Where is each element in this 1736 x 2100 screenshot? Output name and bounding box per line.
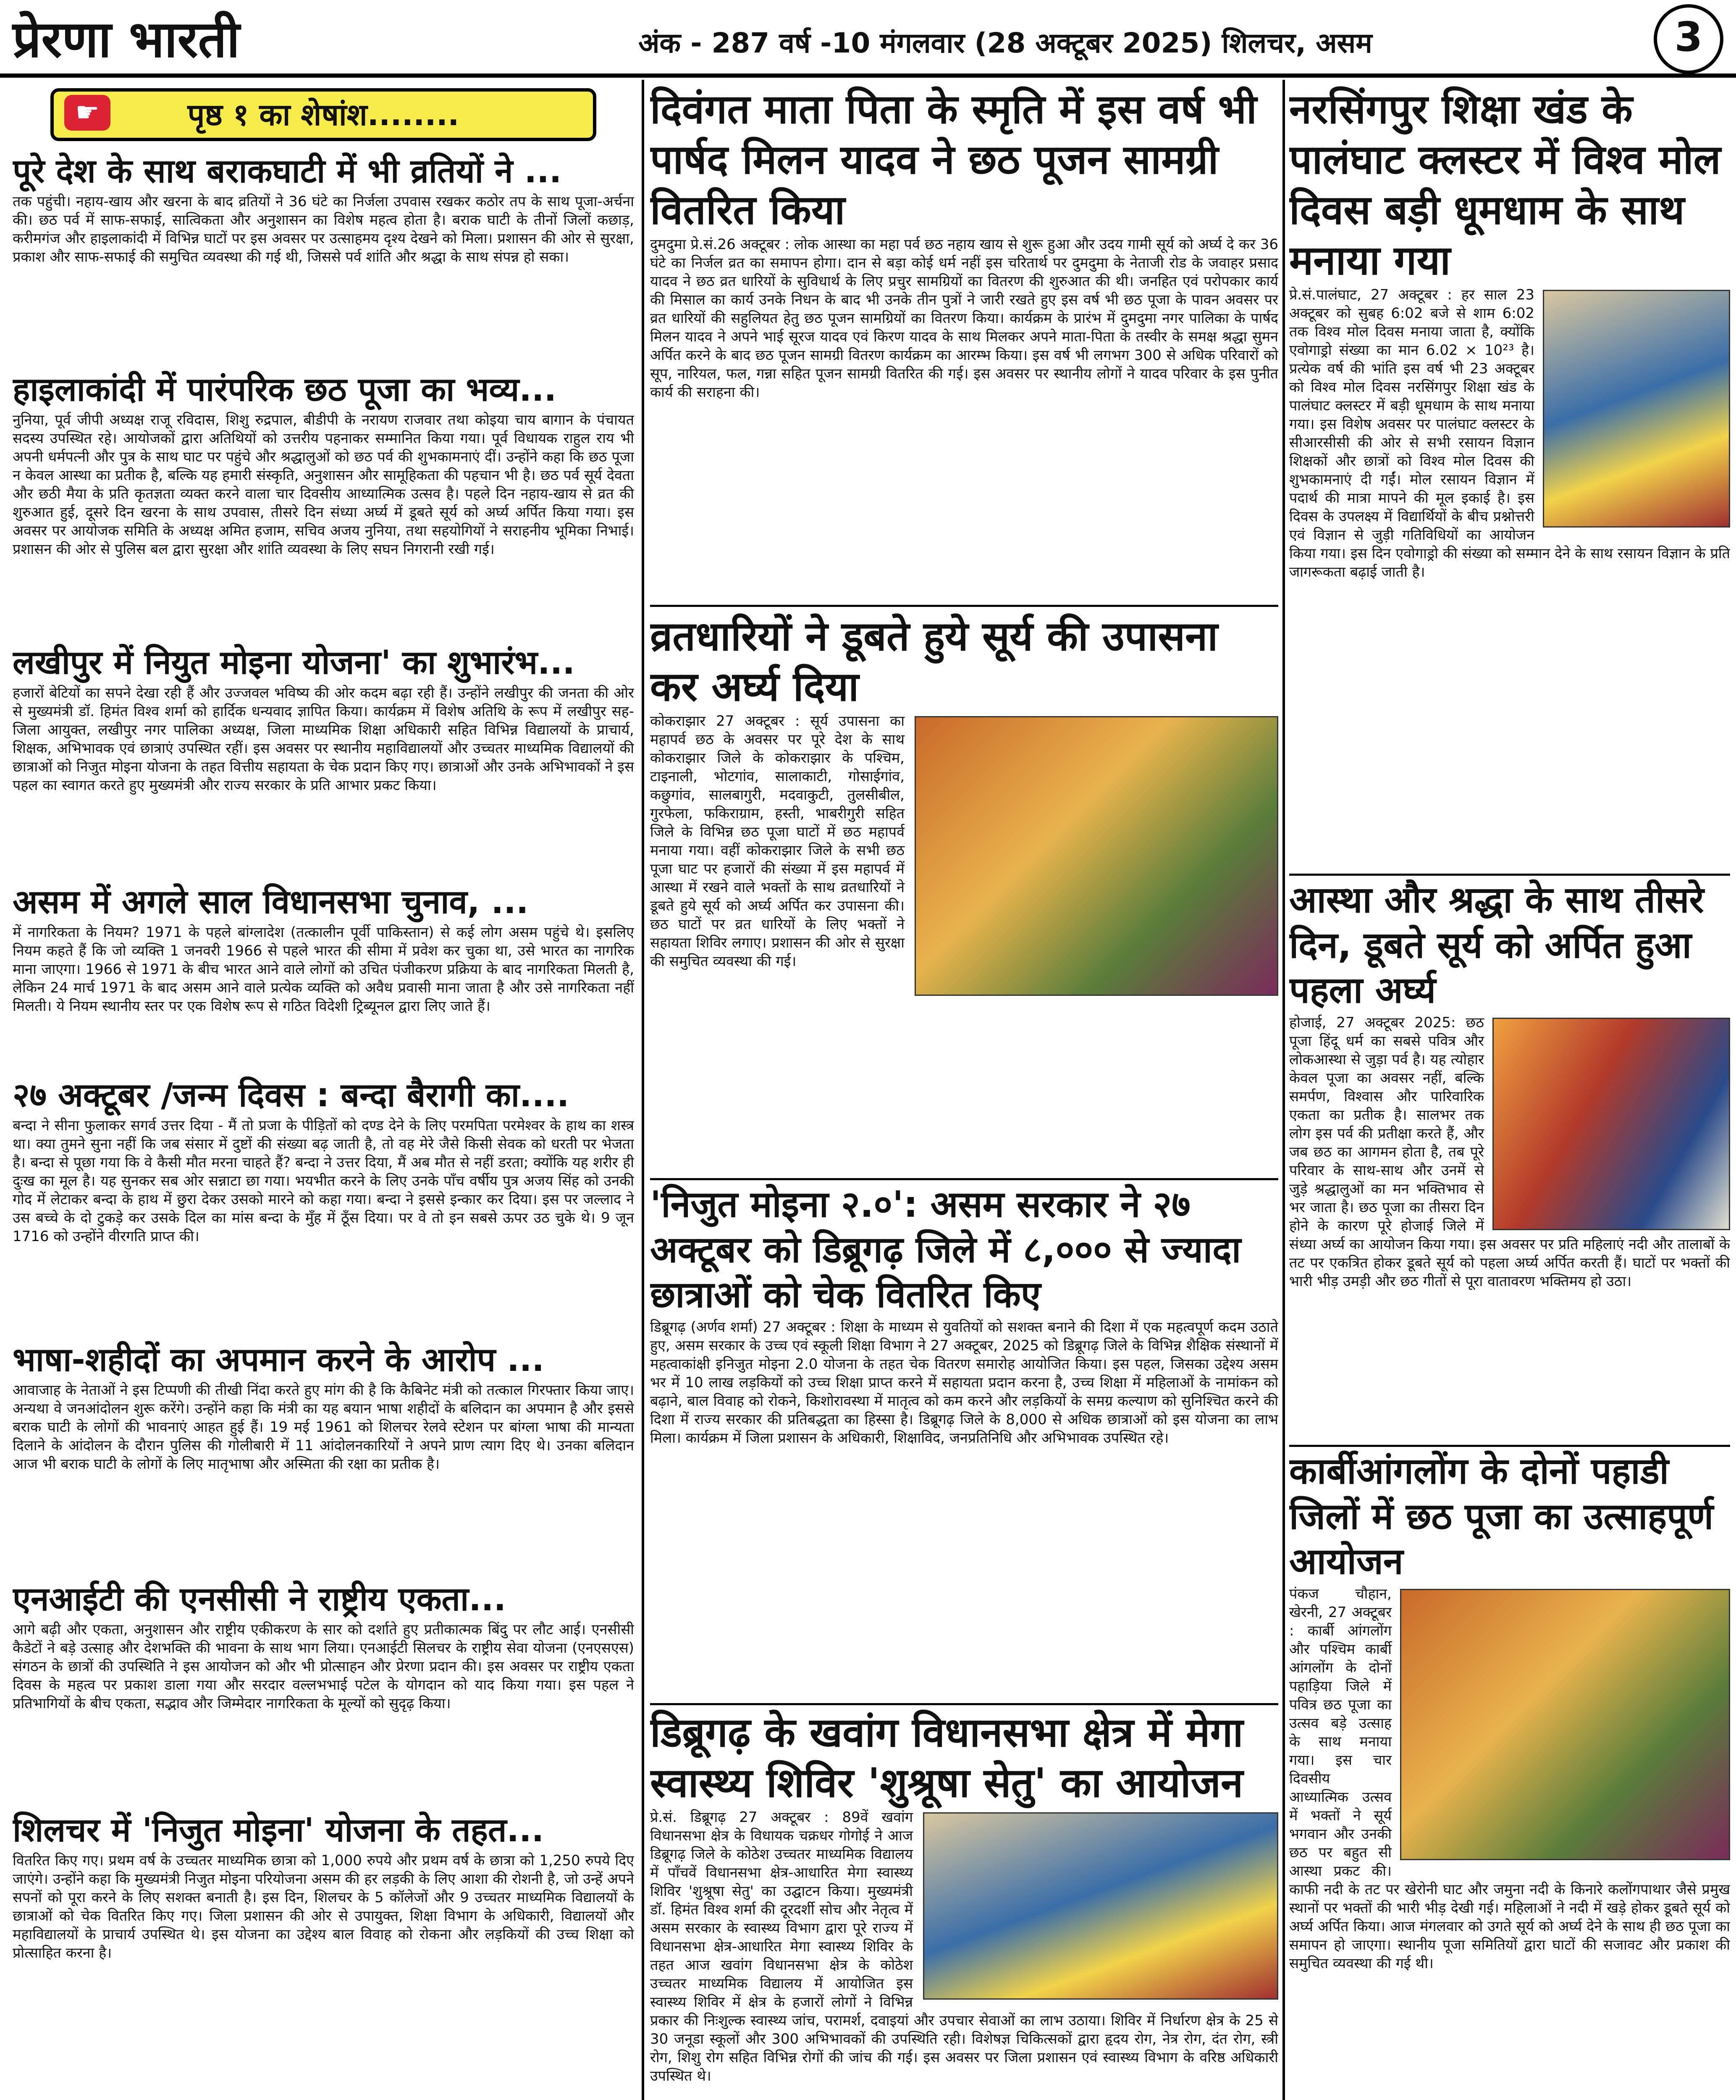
middle-article-2 [650, 611, 1278, 1174]
headline: लखीपुर में नियुत मोइना योजना' का शुभारंभ... [13, 644, 575, 682]
headline: असम में अगले साल विधानसभा चुनाव, ... [13, 883, 529, 921]
left-article-2 [13, 370, 634, 638]
article-body: डिब्रूगढ़ (अर्णव शर्मा) 27 अक्टूबर : शिक्षा के माध्यम से युवतियों को सशक्त बनाने की दिशा में एक महत्वपूर्ण कदम उठाते हुए, असम सरकार के उच्च एवं स्कूली शिक्षा विभाग ने 27 अक्टूबर, 2025 को डिब्रूगढ़ जिले के विभिन्न शैक्षिक संस्थानों में महत्वाकांक्षी इनिजुत मोइना 2.0 योजना के तहत चेक वितरण समारोह आयोजित किया। इस पहल, जिसका उद्देश्य असम भर में 10 लाख लड़कियों को उच्च शिक्षा प्राप्त करने में सहायता प्रदान करना है, उच्च शिक्षा में महिलाओं के नामांकन को बढ़ाने, बाल विवाह को रोकने, किशोरावस्था में मातृत्व को कम करने और लड़कियों के समग्र कल्याण को सुनिश्चित करने की दिशा में राज्य सरकार की प्रतिबद्धता का हिस्सा है। डिब्रूगढ़ जिले के 8,000 से अधिक छात्राओं को इस योजना का लाभ मिला। कार्यक्रम में जिला प्रशासन के अधिकारी, शिक्षाविद, जनप्रतिनिधि और अभिभावक उपस्थित रहे। [650, 1318, 1278, 1446]
karbi-chhath-photo [1400, 1589, 1730, 1860]
headline: एनआईटी की एनसीसी ने राष्ट्रीय एकता... [13, 1580, 506, 1618]
masthead [0, 0, 1736, 78]
left-article-8 [13, 1810, 634, 2100]
article-body: में नागरिकता के नियम? 1971 के पहले बांग्लादेश (तत्कालीन पूर्वी पाकिस्तान) से कई लोग असम पहुंचे थे। इसलिए नियम कहते हैं कि जो व्यक्ति 1 जनवरी 1966 से पहले भारत की सीमा में प्रवेश कर चुका था, उसे भारत का नागरिक माना जाएगा। 1966 से 1971 के बीच भारत आने वाले लोगों को उचित पंजीकरण प्रक्रिया के बाद नागरिकता मिलती है, लेकिन 24 मार्च 1971 के बाद असम आने वाले प्रत्येक व्यक्ति को अवैध प्रवासी माना जाता है और उसे नागरिकता नहीं मिलती। ये नियम स्थानीय स्तर पर एक विशेष रूप से गठित विदेशी ट्रिब्यूनल द्वारा लिए जाते हैं। [13, 924, 634, 1015]
headline: २७ अक्टूबर /जन्म दिवस : बन्दा बैरागी का.... [13, 1076, 569, 1114]
column-rule-2 [1282, 80, 1285, 2100]
article-body: प्रे.सं. डिब्रूगढ़ 27 अक्टूबर : 89वें खवांग विधानसभा क्षेत्र के विधायक चक्रधर गोगोई ने आज डिब्रूगढ़ जिले के कोठेश उच्चतर माध्यमिक विद्यालय में पाँचवें विधानसभा क्षेत्र-आधारित मेगा स्वास्थ्य शिविर 'शुश्रूषा सेतु' का उद्घाटन किया। मुख्यमंत्री डॉ. हिमंत विश्व शर्मा की दूरदर्शी सोच और नेतृत्व में असम सरकार के स्वास्थ्य विभाग द्वारा पूरे राज्य में विधानसभा क्षेत्र-आधारित मेगा स्वास्थ्य शिविर के तहत आज खवांग विधानसभा क्षेत्र के कोठेश उच्चतर माध्यमिक विद्यालय में आयोजित इस स्वास्थ्य शिविर में क्षेत्र के हजारों लोगों ने विभिन्न प्रकार की निःशुल्क स्वास्थ्य जांच, परामर्श, दवाइयां और उपचार सेवाओं का लाभ उठाया। शिविर में निर्धारण क्षेत्र के 25 से 30 जनूडा स्कूलों और 300 अभिभावकों की उपस्थिति रही। विशेषज्ञ चिकित्सकों द्वारा हृदय रोग, नेत्र रोग, दंत रोग, स्त्री रोग, शिशु रोग सहित विभिन्न रोगों की जांच की गई। इस अवसर पर जिला प्रशासन एवं स्वास्थ्य विभाग के वरिष्ठ अधिकारी उपस्थित थे। [650, 1809, 1278, 2084]
article-body: पंकज चौहान, खेरनी, 27 अक्टूबर : कार्बी आंगलोंग और पश्चिम कार्बी आंगलोंग के दोनों पहाड़िया जिले में पवित्र छठ पूजा का उत्सव बड़े उत्साह के साथ मनाया गया। इस चार दिवसीय आध्यात्मिक उत्सव में भक्तों ने सूर्य भगवान और उनकी छठ पर बहुत सी आस्था प्रकट की। काफी नदी के तट पर खेरोनी घाट और जमुना नदी के किनारे कलोंगपाथार जैसे प्रमुख स्थानों पर भक्तों की भारी भीड़ देखी गई। महिलाओं ने नदी में खड़े होकर डूबते सूर्य को अर्घ्य अर्पित किया। आज मंगलवार को उगते सूर्य को अर्घ्य देने के साथ ही छठ पूजा का समापन हो जाएगा। स्थानीय पूजा समितियों द्वारा घाटों की सजावट और प्रकाश की समुचित व्यवस्था की गई थी। [1289, 1585, 1730, 1972]
headline: कार्बीआंगलोंग के दोनों पहाडी जिलों में छठ पूजा का उत्साहपूर्ण आयोजन [1289, 1450, 1714, 1583]
article-body: होजाई, 27 अक्टूबर 2025: छठ पूजा हिंदू धर्म का सबसे पवित्र और लोकआस्था से जुड़ा पर्व है। यह त्योहार केवल पूजा का अवसर नहीं, बल्कि समर्पण, विश्वास और पारिवारिक एकता का प्रतीक है। सालभर तक लोग इस पर्व की प्रतीक्षा करते हैं, और जब छठ का आगमन होता है, तब पूरे परिवार के साथ-साथ और उनमें से जुड़े श्रद्धालुओं का मन भक्तिभाव से भर जाता है। छठ पूजा का तीसरा दिन होने के कारण पूरे होजाई जिले में संध्या अर्घ्य का आयोजन किया गया। इस अवसर पर प्रति महिलाएं नदी और तालाबों के तट पर एकत्रित होकर डूबते सूर्य को पहला अर्घ्य अर्पित करती हैं। घाटों पर भक्तों की भारी भीड़ उमड़ी और छठ गीतों से पूरा वातावरण भक्तिमय हो उठा। [1289, 1014, 1730, 1290]
left-article-7 [13, 1579, 634, 1806]
newspaper-name: प्रेरणा भारती [13, 10, 240, 69]
headline: नरसिंगपुर शिक्षा खंड के पालंघाट क्लस्टर में विश्व मोल दिवस बड़ी धूमधाम के साथ मनाया गया [1289, 86, 1721, 284]
right-article-3 [1289, 1449, 1730, 2100]
column-rule-1 [642, 80, 644, 2100]
divider [650, 1703, 1278, 1705]
mole-day-photo [1543, 290, 1730, 528]
headline: आस्था और श्रद्धा के साथ तीसरे दिन, डूबते सूर्य को अर्पित हुआ पहला अर्घ्य [1289, 879, 1704, 1011]
article-body: प्रे.सं.पालंघाट, 27 अक्टूबर : हर साल 23 अक्टूबर को सुबह 6:02 बजे से शाम 6:02 तक विश्व मोल दिवस मनाया जाता है, क्योंकि एवोगाड्रो संख्या का मान 6.02 × 10²³ है। प्रत्येक वर्ष की भांति इस वर्ष भी 23 अक्टूबर को विश्व मोल दिवस नरसिंगपुर शिक्षा खंड के पालंघाट क्लस्टर में बड़ी धूमधाम के साथ मनाया गया। इस विशेष अवसर पर पालंघाट क्लस्टर के सीआरसीसी की ओर से सभी रसायन विज्ञान शिक्षकों और छात्रों को विश्व मोल दिवस की शुभकामनाएं दी गईं। मोल रसायन विज्ञान में पदार्थ की मात्रा मापने की मूल इकाई है। इस दिवस के उपलक्ष्य में विद्यार्थियों के बीच प्रश्नोत्तरी एवं विज्ञान से जुड़ी गतिविधियों का आयोजन किया गया। इस दिन एवोगाड्रो की संख्या को सम्मान देने के साथ रसायन विज्ञान के प्रति जागरूकता बढ़ाई जाती है। [1289, 286, 1730, 580]
arghya-photo [1492, 1018, 1730, 1230]
article-body: कोकराझार 27 अक्टूबर : सूर्य उपासना का महापर्व छठ के अवसर पर पूरे देश के साथ कोकराझार जिले के कोकराझार के पश्चिम, टाइनाली, भोटगांव, सालाकाटी, गोसाईगांव, कछुगांव, सालबागुरी, मदवाकुटी, तुलसीबील, गुरफेला, फकिराग्राम, हस्ती, भाबरीगुरी सहित जिले के विभिन्न छठ पूजा घाटों में छठ महापर्व मनाया गया। वहीं कोकराझार जिले के सभी छठ पूजा घाट पर हजारों की संख्या में इस महापर्व में आस्था में रखने वाले भक्तों के साथ व्रतधारियों ने डूबते हुये सूर्य को अर्घ्य अर्पित कर उपासना की। छठ घाटों पर व्रत धारियों के लिए भक्तों ने सहायता शिविर लगाए। प्रशासन की ओर से सुरक्षा की समुचित व्यवस्था की गई। [650, 713, 905, 970]
pointing-hand-icon: ☛ [64, 95, 110, 131]
headline: दिवंगत माता पिता के स्मृति में इस वर्ष भी पार्षद मिलन यादव ने छठ पूजन सामग्री वितरित किया [650, 86, 1257, 234]
left-article-3 [13, 643, 634, 878]
continued-banner: ☛ पृष्ठ १ का शेषांश........ [50, 88, 596, 141]
headline: शिलचर में 'निजुत मोइना' योजना के तहत... [13, 1811, 544, 1849]
headline: भाषा-शहीदों का अपमान करने के आरोप ... [13, 1341, 545, 1379]
left-article-1 [13, 151, 634, 365]
headline: व्रतधारियों ने डूबते हुये सूर्य की उपासना कर अर्घ्य दिया [650, 613, 1218, 710]
middle-lead-article [650, 84, 1278, 601]
right-article-1 [1289, 84, 1730, 869]
page-number: 3 [1654, 4, 1723, 74]
headline: डिब्रूगढ़ के खवांग विधानसभा क्षेत्र में मेगा स्वास्थ्य शिविर 'शुश्रूषा सेतु' का आयोजन [650, 1709, 1243, 1806]
article-body: आगे बढ़ी और एकता, अनुशासन और राष्ट्रीय एकीकरण के सार को दर्शाते हुए प्रतीकात्मक बिंदु पर लौट आई। एनसीसी कैडेटों ने बड़े उत्साह और देशभक्ति की भावना के साथ भाग लिया। एनआईटी सिलचर के राष्ट्रीय सेवा योजना (एनएसएस) संगठन के छात्रों की उपस्थिति ने इस आयोजन को और भी प्रोत्साहन और प्रेरणा प्रदान की। इस अवसर पर राष्ट्रीय एकता दिवस के महत्व पर प्रकाश डाला गया और सरदार वल्लभभाई पटेल के योगदान को याद किया गया। इस पहल ने प्रतिभागियों के बीच एकता, सद्भाव और जिम्मेदार नागरिकता के मूल्यों को सुदृढ़ किया। [13, 1621, 634, 1712]
left-article-4 [13, 882, 634, 1071]
article-body: वितरित किए गए। प्रथम वर्ष के उच्चतर माध्यमिक छात्रा को 1,000 रुपये और प्रथम वर्ष के छात्रा को 1,250 रुपये दिए जाएंगे। उन्होंने कहा कि मुख्यमंत्री निजुत मोइना परियोजना असम की हर लड़की के लिए आशा की रोशनी है, जो उन्हें अपने सपनों को पूरा करने के लिए सशक्त बनाती है। इस दिन, शिलचर के 5 कॉलेजों और 9 उच्चतर माध्यमिक विद्यालयों के छात्राओं को चेक वितरित किए गए। जिला प्रशासन की ओर से उपायुक्त, शिक्षा विभाग के अधिकारी, विद्यालयों और महाविद्यालयों के प्राचार्य उपस्थित थे। इस योजना का उद्देश्य बाल विवाह को रोकना और लड़कियों की उच्च शिक्षा को प्रोत्साहित करना है। [13, 1852, 634, 1961]
middle-article-4 [650, 1707, 1278, 2100]
divider [650, 605, 1278, 607]
health-camp-photo [923, 1812, 1278, 2000]
middle-article-3 [650, 1182, 1278, 1699]
article-body: तक पहुंची। नहाय-खाय और खरना के बाद व्रतियों ने 36 घंटे का निर्जला उपवास रखकर कठोर तप के साथ पूजा-अर्चना की। छठ पर्व में साफ-सफाई, सात्विकता और अनुशासन का विशेष महत्व होता है। बराक घाटी के तीनों जिलों कछाड़, करीमगंज और हाइलाकांदी में विभिन्न घाटों पर इस अवसर पर उत्साहमय दृश्य देखने को मिला। प्रशासन की ओर से सुरक्षा, प्रकाश और साफ-सफाई की समुचित व्यवस्था की गई थी, जिससे पर्व शांति और श्रद्धा के साथ संपन्न हो सका। [13, 193, 634, 265]
article-body: आवाजाह के नेताओं ने इस टिप्पणी की तीखी निंदा करते हुए मांग की है कि कैबिनेट मंत्री को तत्काल गिरफ्तार किया जाए। अन्यथा वे जनआंदोलन शुरू करेंगे। उन्होंने कहा कि मंत्री का यह बयान भाषा शहीदों के बलिदान का अपमान है और इससे बराक घाटी के लोगों की भावनाएं आहत हुई हैं। 19 मई 1961 को शिलचर रेलवे स्टेशन पर बांग्ला भाषा की मान्यता दिलाने के आंदोलन के दौरान पुलिस की गोलीबारी में 11 आंदोलनकारियों ने अपने प्राण त्याग दिए थे। उनका बलिदान आज भी बराक घाटी के लोगों के लिए मातृभाषा और अस्मिता की रक्षा का प्रतीक है। [13, 1381, 634, 1473]
divider [1289, 1445, 1730, 1447]
article-body: दुमदुमा प्रे.सं.26 अक्टूबर : लोक आस्था का महा पर्व छठ नहाय खाय से शुरू हुआ और उदय गामी सूर्य को अर्घ्य दे कर 36 घंटे का निर्जल व्रत का समापन होगा। दान से बड़ा कोई धर्म नहीं इस चरितार्थ पर दुमदुमा के नेताजी रोड के जवाहर प्रसाद यादव ने छठ व्रत धारियों के सुविधार्थ के लिए प्रचुर सामग्रियों का वितरण की शुरुआत की थी। जनहित एवं परोपकार कार्य की मिसाल का कार्य उनके निधन के बाद भी उनके तीन पुत्रों ने जारी रखते हुए इस वर्ष भी छठ पूजा के पावन अवसर पर व्रत धारियों की सहुलियत हेतु छठ पूजन सामग्रियों का वितरण किया। कार्यक्रम के प्रारंभ में दुमदुमा नगर पालिका के पार्षद मिलन यादव ने अपने भाई सूरज यादव एवं किरण यादव के साथ मिलकर अपने माता-पिता के तस्वीर के समक्ष श्रद्धा सुमन अर्पित करने के बाद छठ पूजन सामग्री वितरण कार्यक्रम का आरम्भ किया। इस वर्ष भी लगभग 300 से अधिक परिवारों को सूप, नारियल, फल, गन्ना सहित पूजन सामग्री वितरित की गई। इस अवसर पर स्थानीय लोगों ने यादव परिवार के इस पुनीत कार्य की सराहना की। [650, 236, 1278, 401]
headline: 'निजुत मोइना २.०': असम सरकार ने २७ अक्टूबर को डिब्रूगढ़ जिले में ८,००० से ज्यादा छात्राओं को चेक वितरित किए [650, 1184, 1241, 1316]
article-body: बन्दा ने सीना फुलाकर सगर्व उत्तर दिया - मैं तो प्रजा के पीड़ितों को दण्ड देने के लिए परमपिता परमेश्वर के हाथ का शस्त्र था। क्या तुमने सुना नहीं कि जब संसार में दुष्टों की संख्या बढ़ जाती है, तो वह मेरे जैसे किसी सेवक को धरती पर भेजता है। बन्दा से पूछा गया कि वे कैसी मौत मरना चाहते हैं? बन्दा ने उत्तर दिया, मैं अब मौत से नहीं डरता; क्योंकि यह शरीर ही दुःख का मूल है। यह सुनकर सब ओर सन्नाटा छा गया। भयभीत करने के लिए उनके पाँच वर्षीय पुत्र अजय सिंह को उनकी गोद में लेटाकर बन्दा के हाथ में छुरा देकर उसको मारने को कहा गया। बन्दा ने इससे इन्कार कर दिया। इस पर जल्लाद ने उस बच्चे के दो टुकड़े कर उसके दिल का मांस बन्दा के मुँह में ठूँस दिया। पर वे तो इन सबसे ऊपर उठ चुके थे। 9 जून 1716 को उन्होंने वीरगति प्राप्त की। [13, 1117, 634, 1245]
left-article-6 [13, 1340, 634, 1575]
chhath-devotees-photo [915, 716, 1278, 996]
headline: पूरे देश के साथ बराकघाटी में भी व्रतियों ने ... [13, 152, 562, 190]
headline: हाइलाकांदी में पारंपरिक छठ पूजा का भव्य... [13, 371, 557, 409]
issue-info: अंक - 287 वर्ष -10 मंगलवार (28 अक्टूबर 2025) शिलचर, असम [638, 27, 1372, 59]
article-body: हजारों बेटियों का सपने देखा रही हैं और उज्जवल भविष्य की ओर कदम बढ़ा रही हैं। उन्होंने लखीपुर की जनता की ओर से मुख्यमंत्री डॉ. हिमंत विश्व शर्मा को हार्दिक धन्यवाद ज्ञापित किया। कार्यक्रम में विशेष अतिथि के रूप में लखीपुर सह-जिला आयुक्त, लखीपुर नगर पालिका अध्यक्ष, जिला माध्यमिक शिक्षा अधिकारी सहित विभिन्न विद्यालयों के प्राचार्य, शिक्षक, अभिभावक एवं छात्राएं उपस्थित रहीं। इस अवसर पर स्थानीय महाविद्यालयों और उच्चतर माध्यमिक विद्यालयों की छात्राओं को निजुत मोइना योजना के तहत वित्तीय सहायता के चेक प्रदान किए गए। छात्राओं और उनके अभिभावकों ने इस पहल का स्वागत करते हुए मुख्यमंत्री और राज्य सरकार के प्रति आभार प्रकट किया। [13, 684, 634, 794]
article-body: नुनिया, पूर्व जीपी अध्यक्ष राजू रविदास, शिशु रुद्रपाल, बीडीपी के नरायण राजवार तथा कोइया चाय बागान के पंचायत सदस्य उपस्थित रहे। आयोजकों द्वारा अतिथियों को उत्तरीय पहनाकर सम्मानित किया गया। पूर्व विधायक राहुल राय भी अपनी धर्मपत्नी और पुत्र के साथ घाट पर पहुंचे और श्रद्धालुओं को छठ पर्व की शुभकामनाएं दीं। उन्होंने कहा कि छठ पूजा न केवल आस्था का प्रतीक है, बल्कि यह हमारी संस्कृति, अनुशासन और सामूहिकता की पहचान भी है। छठ पर्व सूर्य देवता और छठी मैया के प्रति कृतज्ञता व्यक्त करने वाला चार दिवसीय आध्यात्मिक उत्सव है। पहले दिन नहाय-खाय से व्रत की शुरुआत हुई, दूसरे दिन खरना के साथ उपवास, तीसरे दिन संध्या अर्घ्य में डूबते सूर्य को अर्घ्य अर्पित किया गया। इस अवसर पर आयोजक समिति के अध्यक्ष अमित हजाम, सचिव अजय नुनिया, तथा सहयोगियों ने सराहनीय भूमिका निभाई। प्रशासन की ओर से पुलिस बल द्वारा सुरक्षा और शांति व्यवस्था के लिए सघन निगरानी रखी गई। [13, 411, 634, 558]
divider [1289, 874, 1730, 876]
divider [650, 1178, 1278, 1180]
right-article-2 [1289, 878, 1730, 1441]
left-article-5 [13, 1075, 634, 1336]
